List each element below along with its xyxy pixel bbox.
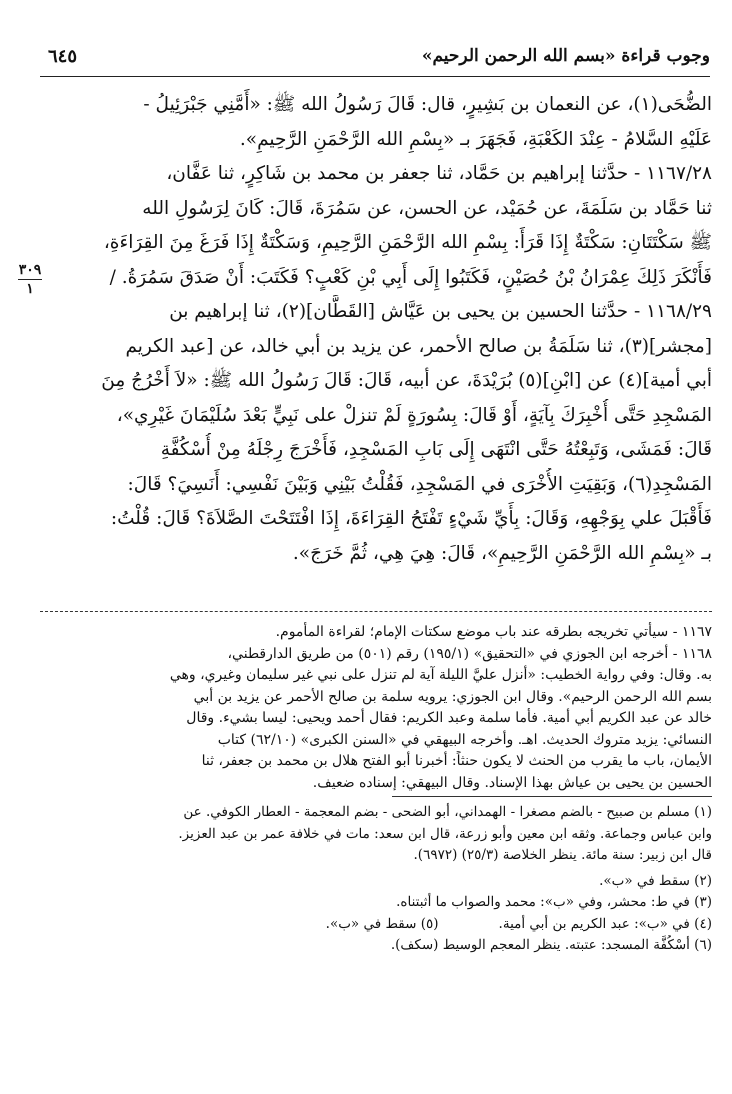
main-line: قَالَ: فَمَشَى، وَتَبِعْتُهُ حَتَّى انْتَهَى إِلَى بَابِ المَسْجِدِ، فَأَخْرَجَ رِجْلَهُ مِنْ أُسْكُفَّةِ — [160, 439, 712, 460]
page-number: ٦٤٥ — [48, 46, 78, 67]
main-line: ﷺ سَكْتَتَانِ: سَكْتَةٌ إِذَا قَرَأَ: بِسْمِ الله الرَّحْمَنِ الرَّحِيمِ، وَسَكْتَةٌ إِذَا فَرَغَ مِنَ القِرَاءَةِ، — [103, 232, 712, 253]
commentary-line: ١١٦٨ - أخرجه ابن الجوزي في «التحقيق» (١٩٥/١) رقم (٥٠١) من طريق الدارقطني، — [227, 645, 712, 662]
main-line: الضُّحَى(١)، عن النعمان بن بَشِيرٍ، قال: قَالَ رَسُولُ الله ﷺ: «أَمَّنِي جَبْرَئِيلُ - — [143, 94, 712, 115]
commentary-line: الأيمان، باب ما يقرب من الحنث لا يكون حنثاً: أخبرنا أبو الفتح هلال بن محمد بن جعفر، ثنا — [201, 753, 712, 769]
main-line: المَسْجِدِ(٦)، وَبَقِيَتِ الأُخْرَى في المَسْجِدِ، فَقُلْتُ بَيْنِي وَبَيْنَ نَفْسِي: أَنَسِيَ؟ قَالَ: — [127, 473, 712, 495]
footnote-6: (٦) أُسْكُفَّة المسجد: عتبته. ينظر المعجم الوسيط (سكف). — [390, 937, 712, 953]
main-line: فَأَنْكَرَ ذَلِكَ عِمْرَانُ بْنُ حُصَيْنٍ، فَكَتَبُوا إِلَى أَبِي بْنِ كَعْبٍ؟ فَكَتَبَ: أَنْ صَدَقَ سَمُرَةُ. / — [109, 266, 712, 288]
footnote-3: (٣) في ط: محشر، وفي «ب»: محمد والصواب ما أثبتناه. — [396, 894, 712, 910]
main-line: فَأَقْبَلَ علي بِوَجْهِهِ، وَقَالَ: بِأَيِّ شَيْءٍ تَفْتَحُ القِرَاءَةَ، إِذَا افْتَتَحْتَ الصَّلاَةَ؟ قَالَ: قُلْتُ: — [110, 508, 712, 529]
running-title: وجوب قراءة «بسم الله الرحمن الرحيم» — [421, 46, 710, 66]
footnote-4-5-row — [40, 914, 712, 936]
main-line: ثنا حَمَّاد بن سَلَمَةَ، عن حُمَيْد، عن الحسن، عن سَمُرَةَ، قَالَ: كَانَ لِرَسُولِ الله — [142, 197, 712, 219]
main-text — [36, 88, 712, 571]
commentary-line: النسائي: يزيد متروك الحديث. اهـ. وأخرجه البيهقي في «السنن الكبرى» (٦٢/١٠) كتاب — [217, 731, 712, 748]
hadith-1167-line: ١١٦٧/٢٨ - حدَّثنا إبراهيم بن حَمَّاد، ثنا جعفر بن محمد بن شَاكِرٍ، ثنا عَفَّان، — [166, 163, 712, 184]
commentary-line: بسم الله الرحمن الرحيم». وقال ابن الجوزي: يرويه سلمة بن صالح الأحمر عن يزيد بن أبي — [193, 688, 712, 705]
commentary-line: الحسين بن يحيى بن عياش بهذا الإسناد. وقال البيهقي: إسناده ضعيف. — [312, 774, 712, 791]
folio-side: ١ — [26, 281, 34, 297]
footnote-1-line: قال ابن زبير: سنة مائة. ينظر الخلاصة (٢٥/٣) (٦٩٧٢). — [413, 847, 712, 863]
main-line: أبي أمية](٤) عن [ابْنِ](٥) بُرَيْدَةَ، عن أبيه، قَالَ: قَالَ رَسُولُ الله ﷺ: «لاَ أَخْرُجُ مِنَ — [101, 370, 712, 391]
footnote-1-line: وابن عباس وجماعة. وثقه ابن معين وأبو زرعة، قال ابن سعد: مات في خلافة عمر بن عبد العزيز. — [178, 825, 712, 842]
footnote-1-line: (١) مسلم بن صبيح - بالضم مصغرا - الهمداني، أبو الضحى - بضم المعجمة - العطار الكوفي. عن — [183, 804, 712, 820]
dashed-separator — [40, 611, 712, 612]
commentary-line: به. وقال: وفي رواية الخطيب: «أنزل عليَّ الليلة آية لم تنزل على نبي غير سليمان وغيري، وهي — [169, 667, 712, 683]
main-line: المَسْجِدِ حَتَّى أُخْبِرَكَ بِآيَةٍ، أَوْ قَالَ: بِسُورَةٍ لَمْ تنزلْ على نَبِيٍّ بَعْدَ سُلَيْمَانَ غَيْرِي»، — [116, 404, 712, 426]
main-line: بـ «بِسْمِ الله الرَّحْمَنِ الرَّحِيمِ»، قَالَ: هِيَ هِي، ثُمَّ خَرَجَ». — [292, 542, 712, 564]
folio-number: ٣٠٩ — [18, 262, 42, 278]
hadith-1168-line: ١١٦٨/٢٩ - حدَّثنا الحسين بن يحيى بن عَيَّاش [القَطَّان](٢)، ثنا إبراهيم بن — [169, 301, 712, 322]
main-line: عَلَيْهِ السَّلامُ - عِنْدَ الكَعْبَةِ، فَجَهَرَ بـ «بِسْمِ الله الرَّحْمَنِ الرَّحِيمِ». — [239, 128, 712, 150]
page-header — [40, 44, 710, 77]
footnote-2: (٢) سقط في «ب». — [599, 872, 712, 889]
footnotes — [40, 802, 712, 957]
commentary-line: ١١٦٧ - سيأتي تخريجه بطرقه عند باب موضع سكتات الإمام؛ لقراءة المأموم. — [275, 624, 712, 640]
takhrij-commentary — [40, 622, 712, 794]
footnote-5: (٥) سقط في «ب». — [325, 915, 439, 932]
footnote-rule — [392, 796, 712, 797]
commentary-line: خالد عن عبد الكريم أبي أمية. فأما سلمة وعبد الكريم: فقال أحمد ويحيى: ليسا بشيء. وقال — [186, 710, 712, 726]
main-line: [مجشر](٣)، ثنا سَلَمَةُ بن صالح الأحمر، عن يزيد بن أبي خالد، عن [عبد الكريم — [125, 335, 712, 357]
footnote-4: (٤) في «ب»: عبد الكريم بن أبي أمية. — [498, 915, 712, 932]
